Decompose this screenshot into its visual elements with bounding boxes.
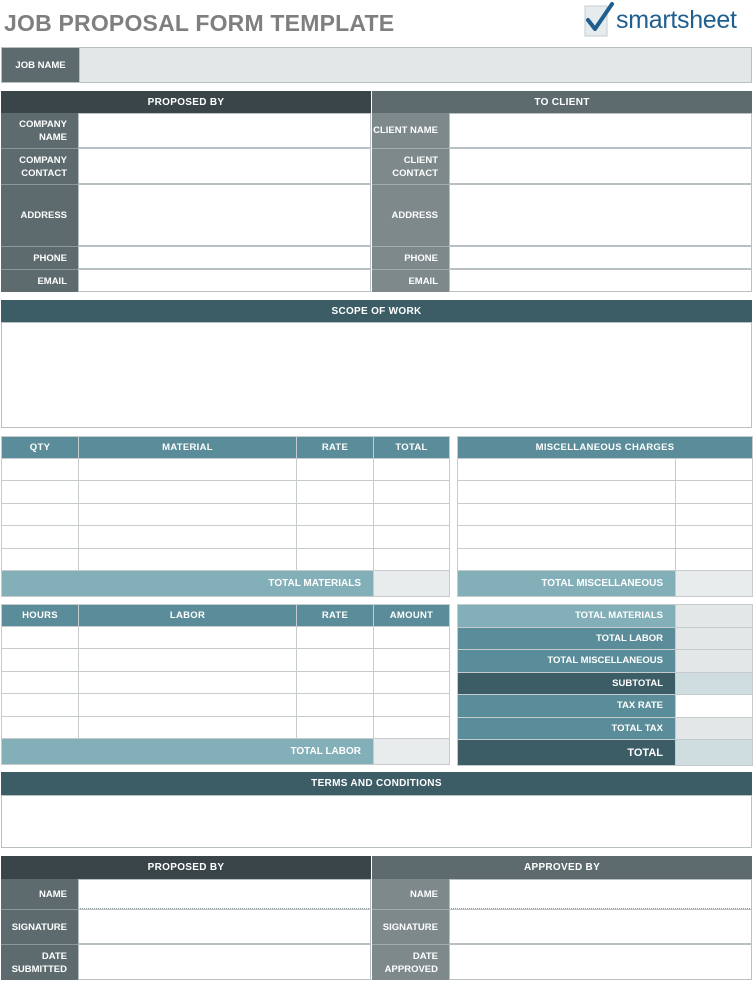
material-cell[interactable] bbox=[79, 481, 297, 503]
qty-cell[interactable] bbox=[2, 526, 79, 548]
labor-cell[interactable] bbox=[79, 649, 297, 671]
signoff-approved-header: APPROVED BY bbox=[372, 856, 752, 879]
rate-cell[interactable] bbox=[297, 548, 374, 570]
qty-cell[interactable] bbox=[2, 548, 79, 570]
client-name-field[interactable] bbox=[449, 113, 752, 148]
proposed-by-header: PROPOSED BY bbox=[1, 91, 371, 113]
proposer-email-field[interactable] bbox=[78, 269, 371, 292]
client-phone-field[interactable] bbox=[449, 246, 752, 269]
labor-rate-cell[interactable] bbox=[297, 671, 374, 693]
summary-total-misc-value[interactable] bbox=[676, 650, 753, 673]
rate-cell[interactable] bbox=[297, 481, 374, 503]
signoff-proposed-header: PROPOSED BY bbox=[1, 856, 371, 879]
qty-cell[interactable] bbox=[2, 459, 79, 481]
amount-cell[interactable] bbox=[374, 694, 450, 716]
client-email-label: EMAIL bbox=[372, 269, 449, 292]
date-submitted-label: DATE SUBMITTED bbox=[1, 944, 78, 980]
date-approved-field[interactable] bbox=[449, 944, 752, 980]
misc-description-cell[interactable] bbox=[458, 503, 676, 525]
amount-cell[interactable] bbox=[374, 671, 450, 693]
amount-cell[interactable] bbox=[374, 716, 450, 738]
table-row bbox=[2, 548, 450, 570]
tax-rate-value[interactable] bbox=[676, 695, 753, 718]
proposer-name-label: NAME bbox=[1, 879, 78, 909]
total-column-header: TOTAL bbox=[374, 437, 450, 459]
qty-cell[interactable] bbox=[2, 481, 79, 503]
rate-cell[interactable] bbox=[297, 503, 374, 525]
misc-description-cell[interactable] bbox=[458, 481, 676, 503]
labor-cell[interactable] bbox=[79, 671, 297, 693]
proposer-address-label: ADDRESS bbox=[1, 184, 78, 246]
misc-amount-cell[interactable] bbox=[676, 526, 753, 548]
total-cell[interactable] bbox=[374, 548, 450, 570]
misc-description-cell[interactable] bbox=[458, 459, 676, 481]
client-phone-label: PHONE bbox=[372, 246, 449, 269]
amount-column-header: AMOUNT bbox=[374, 605, 450, 627]
misc-amount-cell[interactable] bbox=[676, 459, 753, 481]
proposer-name-field[interactable] bbox=[78, 879, 371, 909]
job-name-row bbox=[1, 47, 752, 83]
hours-cell[interactable] bbox=[2, 671, 79, 693]
total-cell[interactable] bbox=[374, 481, 450, 503]
misc-amount-cell[interactable] bbox=[676, 503, 753, 525]
material-cell[interactable] bbox=[79, 548, 297, 570]
proposer-signature-field[interactable] bbox=[78, 909, 371, 944]
date-approved-label: DATE APPROVED bbox=[372, 944, 449, 980]
total-cell[interactable] bbox=[374, 459, 450, 481]
hours-cell[interactable] bbox=[2, 649, 79, 671]
parties-section bbox=[1, 91, 752, 293]
material-cell[interactable] bbox=[79, 503, 297, 525]
company-contact-label: COMPANY CONTACT bbox=[1, 148, 78, 184]
proposer-signature-label: SIGNATURE bbox=[1, 909, 78, 944]
table-row bbox=[2, 459, 450, 481]
checkmark-icon bbox=[582, 2, 616, 40]
labor-cell[interactable] bbox=[79, 627, 297, 649]
client-name-label: CLIENT NAME bbox=[372, 113, 449, 148]
total-tax-label: TOTAL TAX bbox=[458, 717, 676, 740]
table-row bbox=[2, 694, 450, 716]
hours-cell[interactable] bbox=[2, 716, 79, 738]
summary-total-labor-label: TOTAL LABOR bbox=[458, 627, 676, 650]
to-client-header: TO CLIENT bbox=[372, 91, 752, 113]
hours-column-header: HOURS bbox=[2, 605, 79, 627]
misc-amount-cell[interactable] bbox=[676, 481, 753, 503]
proposer-phone-label: PHONE bbox=[1, 246, 78, 269]
labor-rate-column-header: RATE bbox=[297, 605, 374, 627]
job-name-input[interactable] bbox=[79, 48, 751, 82]
client-address-field[interactable] bbox=[449, 184, 752, 246]
labor-cell[interactable] bbox=[79, 694, 297, 716]
scope-of-work-header: SCOPE OF WORK bbox=[1, 300, 752, 322]
labor-rate-cell[interactable] bbox=[297, 694, 374, 716]
materials-table bbox=[1, 436, 450, 597]
qty-column-header: QTY bbox=[2, 437, 79, 459]
table-row bbox=[2, 481, 450, 503]
total-materials-label: TOTAL MATERIALS bbox=[2, 570, 374, 596]
labor-column-header: LABOR bbox=[79, 605, 297, 627]
table-row bbox=[2, 649, 450, 671]
table-row bbox=[458, 548, 753, 570]
subtotal-label: SUBTOTAL bbox=[458, 672, 676, 695]
subtotal-value[interactable] bbox=[676, 672, 753, 695]
client-contact-field[interactable] bbox=[449, 148, 752, 184]
table-row bbox=[458, 481, 753, 503]
logo-brand-text: smartsheet bbox=[616, 6, 737, 34]
qty-cell[interactable] bbox=[2, 503, 79, 525]
table-row bbox=[2, 671, 450, 693]
client-contact-label: CLIENT CONTACT bbox=[372, 148, 449, 184]
table-row bbox=[2, 627, 450, 649]
amount-cell[interactable] bbox=[374, 627, 450, 649]
labor-rate-cell[interactable] bbox=[297, 716, 374, 738]
total-cell[interactable] bbox=[374, 526, 450, 548]
date-submitted-field[interactable] bbox=[78, 944, 371, 980]
company-contact-field[interactable] bbox=[78, 148, 371, 184]
misc-description-cell[interactable] bbox=[458, 548, 676, 570]
labor-cell[interactable] bbox=[79, 716, 297, 738]
table-row bbox=[458, 503, 753, 525]
labor-table bbox=[1, 604, 450, 765]
terms-field[interactable] bbox=[1, 795, 752, 848]
material-cell[interactable] bbox=[79, 459, 297, 481]
page-title: JOB PROPOSAL FORM TEMPLATE bbox=[4, 10, 395, 36]
total-labor-value[interactable] bbox=[374, 738, 450, 764]
hours-cell[interactable] bbox=[2, 627, 79, 649]
hours-cell[interactable] bbox=[2, 694, 79, 716]
table-row bbox=[458, 526, 753, 548]
company-name-field[interactable] bbox=[78, 113, 371, 148]
labor-rate-cell[interactable] bbox=[297, 627, 374, 649]
total-misc-label: TOTAL MISCELLANEOUS bbox=[458, 570, 676, 596]
misc-charges-table bbox=[457, 436, 753, 597]
table-row bbox=[2, 526, 450, 548]
smartsheet-logo bbox=[582, 2, 752, 42]
client-address-label: ADDRESS bbox=[372, 184, 449, 246]
rate-cell[interactable] bbox=[297, 526, 374, 548]
table-row bbox=[2, 503, 450, 525]
total-cell[interactable] bbox=[374, 503, 450, 525]
proposer-address-field[interactable] bbox=[78, 184, 371, 246]
rate-cell[interactable] bbox=[297, 459, 374, 481]
material-cell[interactable] bbox=[79, 526, 297, 548]
company-name-label: COMPANY NAME bbox=[1, 113, 78, 148]
approver-name-label: NAME bbox=[372, 879, 449, 909]
job-name-label: JOB NAME bbox=[2, 48, 79, 82]
grand-total-label: TOTAL bbox=[458, 740, 676, 766]
total-materials-value[interactable] bbox=[374, 570, 450, 596]
summary-total-labor-value[interactable] bbox=[676, 627, 753, 650]
scope-of-work-field[interactable] bbox=[1, 322, 752, 428]
approver-signature-field[interactable] bbox=[449, 909, 752, 944]
terms-header: TERMS AND CONDITIONS bbox=[1, 772, 752, 795]
client-email-field[interactable] bbox=[449, 269, 752, 292]
total-labor-label: TOTAL LABOR bbox=[2, 738, 374, 764]
summary-total-materials-value[interactable] bbox=[676, 605, 753, 628]
proposer-phone-field[interactable] bbox=[78, 246, 371, 269]
tax-rate-label: TAX RATE bbox=[458, 695, 676, 718]
summary-total-materials-label: TOTAL MATERIALS bbox=[458, 605, 676, 628]
amount-cell[interactable] bbox=[374, 649, 450, 671]
approver-signature-label: SIGNATURE bbox=[372, 909, 449, 944]
summary-table bbox=[457, 604, 753, 766]
summary-total-misc-label: TOTAL MISCELLANEOUS bbox=[458, 650, 676, 673]
total-misc-value[interactable] bbox=[676, 570, 753, 596]
proposer-email-label: EMAIL bbox=[1, 269, 78, 292]
table-row bbox=[2, 716, 450, 738]
misc-charges-header: MISCELLANEOUS CHARGES bbox=[458, 437, 753, 459]
labor-rate-cell[interactable] bbox=[297, 649, 374, 671]
total-tax-value[interactable] bbox=[676, 717, 753, 740]
table-row bbox=[458, 459, 753, 481]
material-column-header: MATERIAL bbox=[79, 437, 297, 459]
misc-description-cell[interactable] bbox=[458, 526, 676, 548]
approver-name-field[interactable] bbox=[449, 879, 752, 909]
rate-column-header: RATE bbox=[297, 437, 374, 459]
misc-amount-cell[interactable] bbox=[676, 548, 753, 570]
grand-total-value[interactable] bbox=[676, 740, 753, 766]
